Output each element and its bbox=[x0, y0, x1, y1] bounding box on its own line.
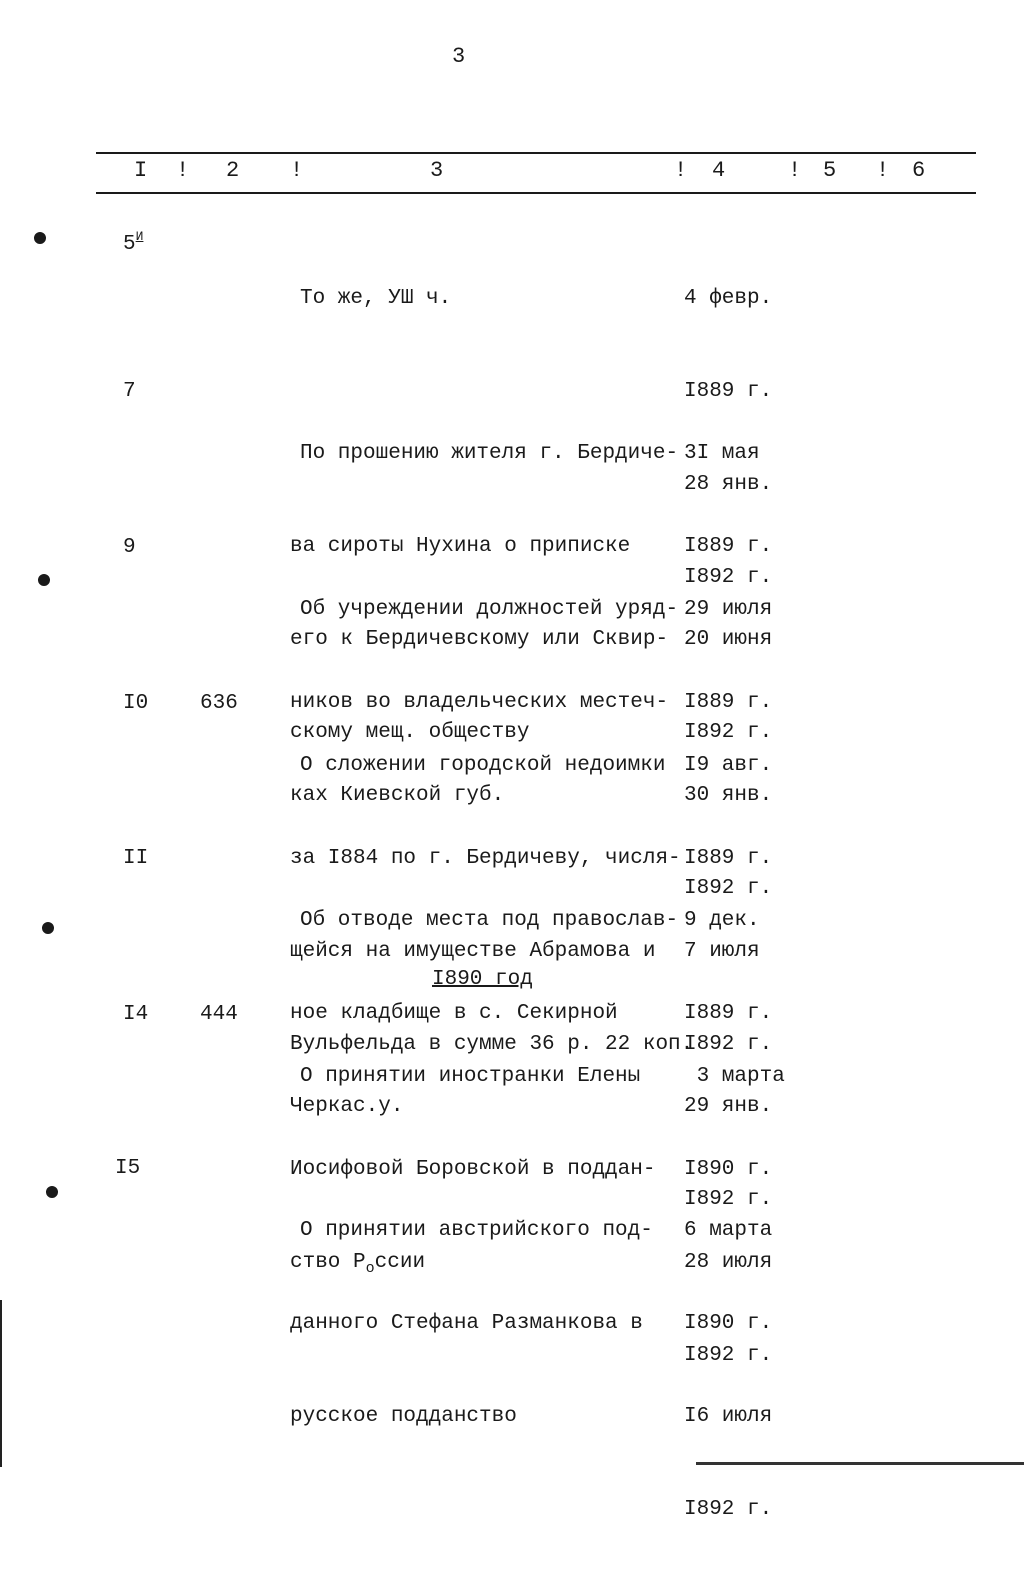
column-header-3: 3 bbox=[430, 158, 444, 183]
column-separator: ! bbox=[876, 158, 890, 183]
date-line: 3I мая bbox=[684, 442, 760, 465]
column-separator: ! bbox=[290, 158, 304, 183]
binding-hole-mark bbox=[36, 572, 53, 589]
date-line: I9 авг. bbox=[684, 754, 773, 777]
entry-file-number: 636 bbox=[200, 692, 238, 715]
date-line: 3 марта bbox=[684, 1065, 785, 1088]
table-header bbox=[0, 158, 1024, 186]
date-line: I892 г. bbox=[684, 877, 773, 900]
entry-number: I0 bbox=[123, 692, 149, 715]
column-separator: ! bbox=[788, 158, 802, 183]
binding-hole-mark bbox=[32, 230, 49, 247]
column-header-2: 2 bbox=[226, 158, 240, 183]
description-line: По прошению жителя г. Бердиче- bbox=[300, 442, 679, 465]
description-line: О принятии иностранки Елены bbox=[300, 1065, 641, 1088]
binding-hole-mark bbox=[40, 920, 57, 937]
description-line: его к Бердичевскому или Сквир- bbox=[290, 628, 669, 651]
description-line: Черкас.у. bbox=[290, 1095, 404, 1118]
column-header-6: 6 bbox=[912, 158, 926, 183]
date-line: I892 г. bbox=[684, 721, 773, 744]
entry-number: I4 bbox=[123, 1003, 149, 1026]
description-line: щейся на имуществе Абрамова и bbox=[290, 940, 656, 963]
date-line: I892 г. bbox=[684, 1498, 773, 1521]
entry-number-suffix: И bbox=[135, 229, 144, 244]
column-header-4: 4 bbox=[712, 158, 726, 183]
section-heading-year: I890 год bbox=[432, 968, 533, 991]
date-line: I892 г. bbox=[684, 1188, 773, 1211]
description-line: ва сироты Нухина о приписке bbox=[290, 535, 631, 558]
column-header-1: I bbox=[134, 158, 148, 183]
table-header-top-rule bbox=[96, 152, 976, 154]
entry-file-number: 444 bbox=[200, 1003, 238, 1026]
date-line: I889 г. bbox=[684, 1002, 773, 1025]
date-line: 4 февр. bbox=[684, 287, 773, 310]
entry-number: I5 bbox=[115, 1157, 141, 1180]
description-line: за I884 по г. Бердичеву, числя- bbox=[290, 847, 681, 870]
date-line: I892 г. bbox=[684, 1344, 773, 1367]
date-line: 6 марта bbox=[684, 1219, 773, 1242]
column-header-5: 5 bbox=[823, 158, 837, 183]
description-line: данного Стефана Разманкова в bbox=[290, 1312, 643, 1335]
date-line: 20 июня bbox=[684, 628, 773, 651]
date-line: I890 г. bbox=[684, 1312, 773, 1335]
description-line: ках Киевской губ. bbox=[290, 784, 505, 807]
page-number: 3 bbox=[452, 44, 466, 69]
description-line: О сложении городской недоимки bbox=[300, 754, 666, 777]
description-line: русское подданство bbox=[290, 1405, 517, 1428]
date-line: I889 г. bbox=[684, 535, 773, 558]
description-line: Вульфельда в сумме 36 р. 22 коп. bbox=[290, 1033, 694, 1056]
description-line: ников во владельческих местеч- bbox=[290, 691, 669, 714]
entry-description bbox=[290, 1153, 690, 1494]
date-line: 9 дек. bbox=[684, 909, 760, 932]
date-line: I889 г. bbox=[684, 691, 773, 714]
date-line: I889 г. bbox=[684, 380, 773, 403]
date-line: 29 июля bbox=[684, 598, 773, 621]
date-line: 28 июля bbox=[684, 1251, 773, 1274]
entry-number: $5^И$ bbox=[123, 229, 144, 256]
date-line: I892 г. bbox=[684, 1033, 773, 1056]
date-line: I890 г. bbox=[684, 1158, 773, 1181]
date-line: 30 янв. bbox=[684, 784, 773, 807]
table-header-bottom-rule bbox=[96, 192, 976, 194]
description-line: ное кладбище в с. Секирной bbox=[290, 1002, 618, 1025]
entry-description bbox=[290, 221, 690, 376]
column-separator: ! bbox=[674, 158, 688, 183]
description-line: Об отводе места под православ- bbox=[300, 909, 679, 932]
entry-number: 7 bbox=[123, 380, 136, 403]
entry-number: 9 bbox=[123, 536, 136, 559]
entry-dates bbox=[684, 1153, 772, 1587]
entry-number: II bbox=[123, 847, 149, 870]
description-line: То же, УШ ч. bbox=[300, 287, 452, 310]
date-line: 28 янв. bbox=[684, 473, 773, 496]
column-separator: ! bbox=[176, 158, 190, 183]
description-line: Иосифовой Боровской в поддан- bbox=[290, 1158, 656, 1181]
date-line: 7 июля bbox=[684, 940, 760, 963]
date-line: I889 г. bbox=[684, 847, 773, 870]
date-line: I892 г. bbox=[684, 566, 773, 589]
date-line: I6 июля bbox=[684, 1405, 773, 1428]
description-line: Об учреждении должностей уряд- bbox=[300, 598, 679, 621]
description-line: скому мещ. обществу bbox=[290, 721, 530, 744]
scan-edge-line bbox=[0, 1300, 2, 1467]
description-line: О принятии австрийского под- bbox=[300, 1219, 653, 1242]
scan-bottom-edge bbox=[696, 1462, 1024, 1465]
date-line: 29 янв. bbox=[684, 1095, 773, 1118]
binding-hole-mark bbox=[44, 1184, 61, 1201]
description-line: ство $Р_оссии$ bbox=[290, 1251, 426, 1277]
